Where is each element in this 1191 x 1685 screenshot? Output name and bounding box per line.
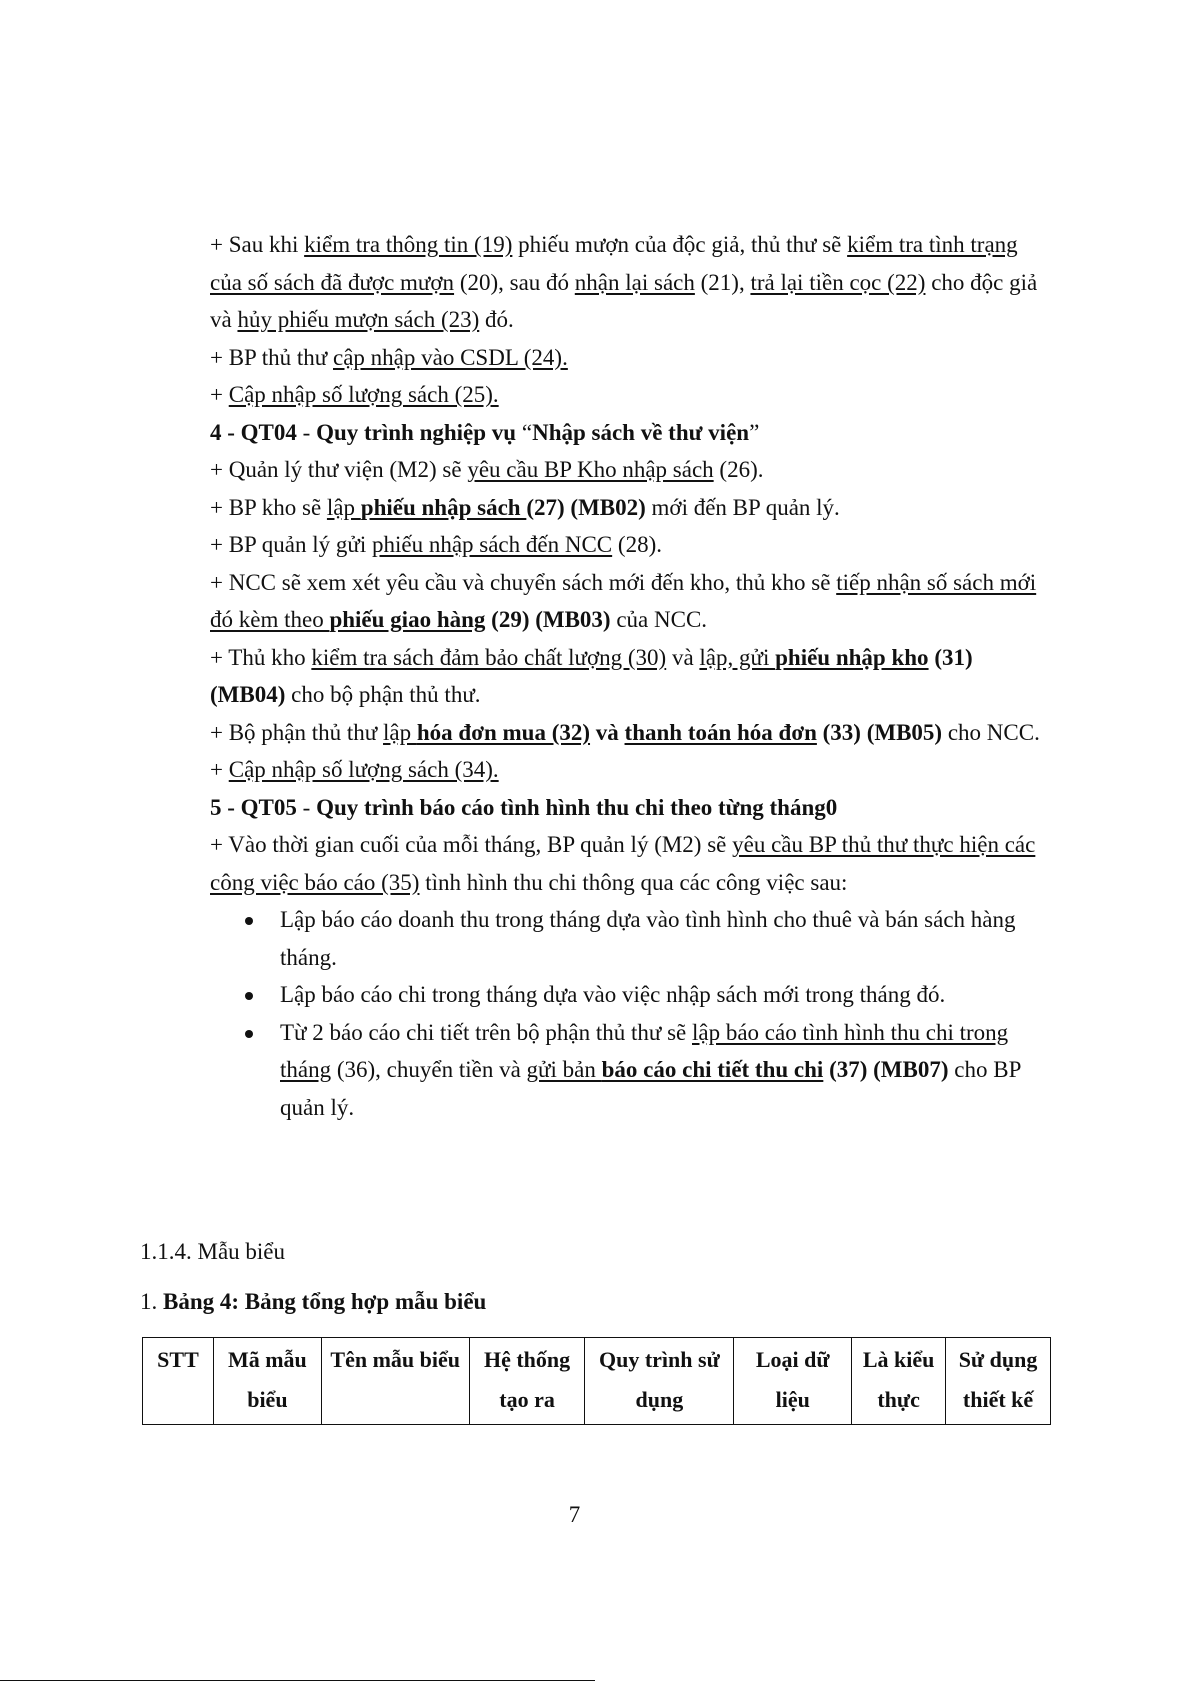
paragraph-return-process: + Sau khi kiểm tra thông tin (19) phiếu mượn của độc giả, thủ thư sẽ kiểm tra tình trạng của số sách đã được mượn (20), sau đó nhận lại sách (21), trả lại tiền cọc (22) cho độc giả và hủy phiếu mượn sách (23) đó. [210, 232, 1038, 332]
paragraph-update-count-25: + Cập nhập số lượng sách (25). [210, 382, 499, 407]
paragraph-supplier-delivery: + NCC sẽ xem xét yêu cầu và chuyển sách mới đến kho, thủ kho sẽ tiếp nhận số sách mới đó kèm theo phiếu giao hàng (29) (MB03) của NCC. [210, 569, 1037, 632]
column-header: Hệ thống tạo ra [469, 1338, 585, 1425]
paragraph-manager-request: + Quản lý thư viện (M2) sẽ yêu cầu BP Kho nhập sách (26). [210, 457, 764, 482]
paragraph-monthly-report: + Vào thời gian cuối của mỗi tháng, BP quản lý (M2) sẽ yêu cầu BP thủ thư thực hiện các công việc báo cáo (35) tình hình thu chi thông qua các công việc sau: [210, 832, 1036, 895]
paragraph-quality-check: + Thủ kho kiểm tra sách đảm bảo chất lượng (30) và lập, gửi phiếu nhập kho (31) (MB04) cho bộ phận thủ thư. [210, 644, 973, 707]
column-header: Là kiểu thực [852, 1338, 946, 1425]
column-header: Mã mẫu biểu [213, 1338, 321, 1425]
column-header: Loại dữ liệu [734, 1338, 852, 1425]
report-task-list [210, 901, 1050, 1126]
column-header: Tên mẫu biểu [321, 1338, 469, 1425]
forms-summary-table [142, 1337, 1051, 1425]
paragraph-send-to-supplier: + BP quản lý gửi phiếu nhập sách đến NCC (28). [210, 532, 662, 557]
column-header: STT [143, 1338, 214, 1425]
body-text [210, 226, 1050, 1126]
page-number: 7 [568, 1502, 581, 1527]
list-item: Lập báo cáo doanh thu trong tháng dựa vào tình hình cho thuê và bán sách hàng tháng. [280, 901, 1050, 976]
footer-divider [0, 1680, 595, 1681]
table-caption: 1. Bảng 4: Bảng tổng hợp mẫu biểu [140, 1289, 487, 1314]
paragraph-warehouse-form: + BP kho sẽ lập phiếu nhập sách (27) (MB02) mới đến BP quản lý. [210, 494, 840, 520]
heading-qt05: 5 - QT05 - Quy trình báo cáo tình hình thu chi theo từng tháng0 [210, 794, 838, 820]
column-header: Sử dụng thiết kế [946, 1338, 1051, 1425]
list-item: Từ 2 báo cáo chi tiết trên bộ phận thủ thư sẽ lập báo cáo tình hình thu chi trong tháng (36), chuyển tiền và gửi bản báo cáo chi tiết thu chi (37) (MB07) cho BP quản lý. [280, 1014, 1050, 1127]
list-item: Lập báo cáo chi trong tháng dựa vào việc nhập sách mới trong tháng đó. [280, 976, 1050, 1014]
heading-qt04: 4 - QT04 - Quy trình nghiệp vụ “Nhập sách về thư viện” [210, 419, 760, 445]
paragraph-update-db: + BP thủ thư cập nhập vào CSDL (24). [210, 344, 568, 370]
column-header: Quy trình sử dụng [585, 1338, 734, 1425]
section-heading: 1.1.4. Mẫu biểu [140, 1239, 286, 1264]
table-header-row [143, 1338, 1051, 1425]
paragraph-invoice: + Bộ phận thủ thư lập hóa đơn mua (32) và thanh toán hóa đơn (33) (MB05) cho NCC. [210, 719, 1040, 745]
paragraph-update-count-34: + Cập nhập số lượng sách (34). [210, 757, 499, 782]
